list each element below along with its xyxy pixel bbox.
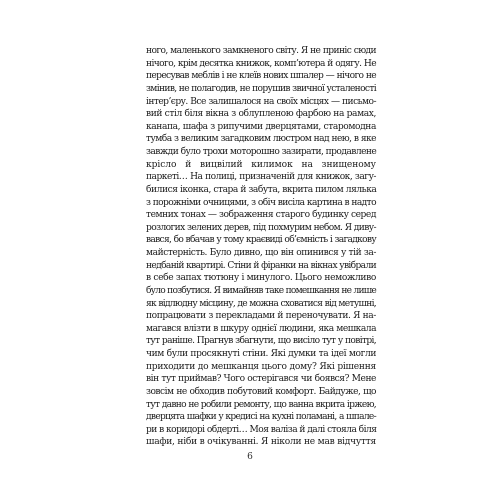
body-text xyxy=(146,45,376,449)
text-line: майстерність. Було дивно, що він опинився у тій за- xyxy=(146,248,376,258)
text-line: було позбутися. Я вимайняв таке помешкання не лише xyxy=(146,285,376,296)
text-line: приходити до мешканця цього дому? Які рішення xyxy=(146,361,376,372)
text-line: інтер’єру. Все залишалося на своїх місцях — письмо- xyxy=(146,96,376,107)
text-line: канапа, шафа з рипучими дверцятами, старомодна xyxy=(146,121,376,132)
page-number: 6 xyxy=(247,452,253,462)
text-line: завжди було трохи моторошно зазирати, продавлене xyxy=(146,147,377,157)
text-line: тут давно не робили ремонту, що ванна вкрита іржею, xyxy=(146,399,376,410)
text-line: вий стіл біля вікна з облупленою фарбою на рамах, xyxy=(146,109,376,120)
text-line: в себе запах тютюну і минулого. Цього неможливо xyxy=(146,273,376,284)
text-line: попрацювати з перекладами й переночувати. Я на- xyxy=(146,311,376,322)
text-line: крісло й вицвілий килимок на знищеному xyxy=(146,159,376,170)
text-line: вався, бо вбачав у тому краєвиді об’ємність і загадкову xyxy=(146,235,376,246)
text-line: як відлюдну місцину, де можна сховатися від метушні, xyxy=(146,298,376,309)
text-line: магався влізти в шкуру однієї людини, яка мешкала xyxy=(146,323,376,334)
text-line: шафи, ніби в очікуванні. Я ніколи не мав відчуття xyxy=(146,437,376,448)
text-line: недбаній квартирі. Стіни й фіранки на вікнах увібрали xyxy=(146,260,376,271)
text-line: з порожніми очницями, з обіч висіла картина в надто xyxy=(146,197,376,208)
text-line: билися іконка, стара й забута, вкрита пилом лялька xyxy=(146,184,377,195)
text-line: тумба з великим загадковим люстром над нею, в яке xyxy=(146,134,376,145)
text-line: він тут приймав? Чого остерігався чи боявся? Мене xyxy=(146,374,376,385)
text-line: змінив, не полагодив, не порушив звичної усталеності xyxy=(146,83,376,94)
text-line: нічого, крім десятка книжок, комп’ютера й одягу. Не xyxy=(146,58,376,69)
text-line: зовсім не обходив побутовий комфорт. Байдуже, що xyxy=(146,386,376,397)
text-line: ри в коридорі обдерті… Моя валіза й далі стояла біля xyxy=(146,424,377,435)
text-line: чим були просякнуті стіни. Які думки та ідеї могли xyxy=(146,349,376,359)
text-line: темних тонах — зображення старого будинку серед xyxy=(146,210,376,221)
text-line: дверцята шафки у кредисі на кухні поламані, а шпале- xyxy=(146,412,376,423)
text-line: пересував меблів і не клеїв нових шпалер — нічого не xyxy=(146,71,376,82)
text-line: ного, маленького замкненого світу. Я не приніс сюди xyxy=(146,46,376,56)
text-line: розлогих зелених дерев, під похмурим небом. Я диву- xyxy=(146,222,376,233)
text-line: тут раніше. Прагнув збагнути, що висіло тут у повітрі, xyxy=(146,336,376,347)
text-line: паркеті… На полиці, призначеній для книжок, загу- xyxy=(146,172,376,183)
